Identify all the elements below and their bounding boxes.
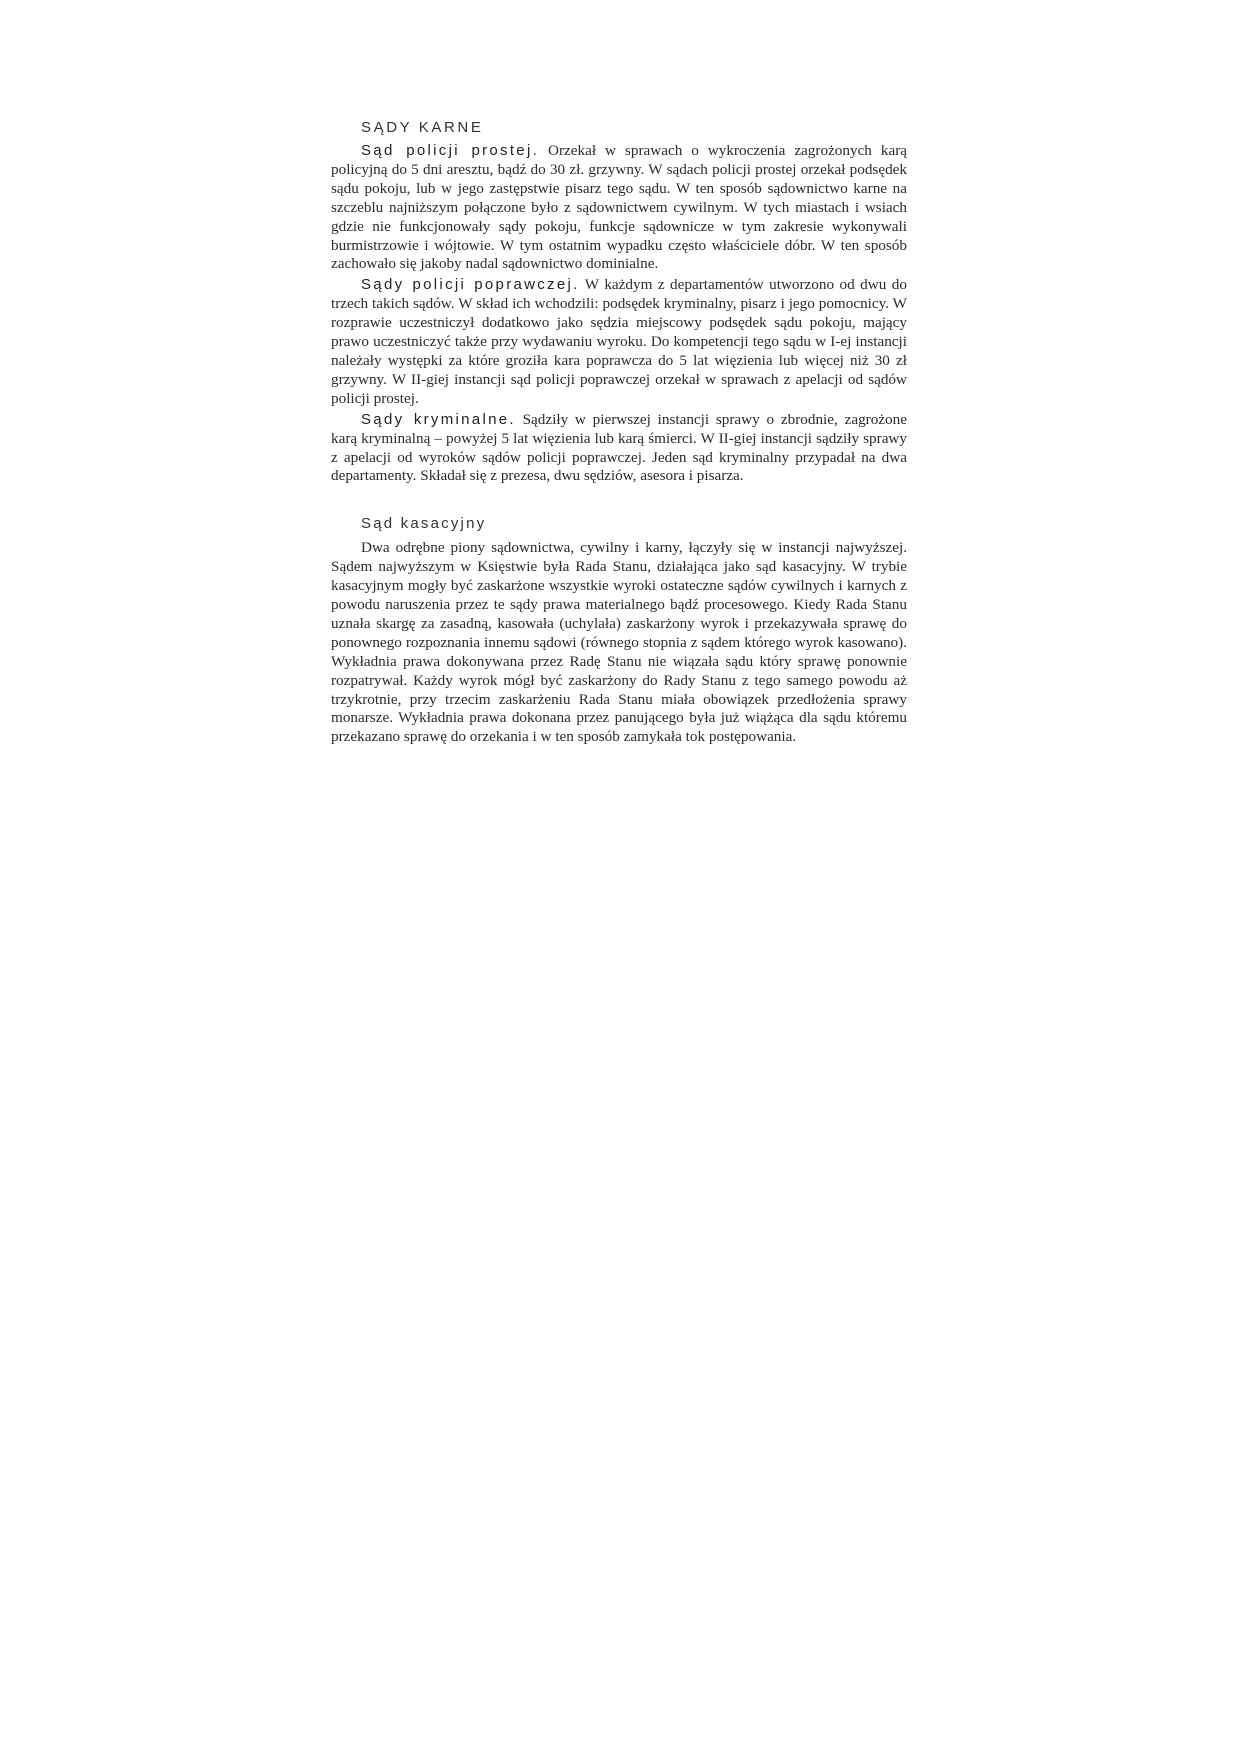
paragraph-body: Sądziły w pierwszej instancji sprawy o zbrodnie, zagrożone karą kryminalną – powyżej 5 lat więzienia lub karą śmierci. W II-giej instancji sądziły sprawy z apelacji od wyroków sądów policji poprawczej. Jeden sąd kryminalny przypadał na dwa departamenty. Składał się z prezesa, dwu sędziów, asesora i pisarza. — [331, 410, 907, 485]
paragraph-lead: Sąd policji prostej. — [361, 142, 540, 159]
paragraph-body: Orzekał w sprawach o wykroczenia zagrożonych karą policyjną do 5 dni aresztu, bądź do 30 zł. grzywny. W sądach policji prostej orzekał podsędek sądu pokoju, lub w jego zastępstwie pisarz tego sądu. W ten sposób sądownictwo karne na szczeblu najniższym połączone było z sądownictwem cywilnym. W tych miastach i wsiach gdzie nie funkcjonowały sądy pokoju, funkcje sądownicze w tym zakresie wykonywali burmistrzowie i wójtowie. W tym ostatnim wypadku często właściciele dóbr. W ten sposób zachowało się jakoby nadal sądownictwo dominialne. — [331, 142, 907, 273]
paragraph-lead: Sądy policji poprawczej. — [361, 276, 580, 294]
paragraph-lead: Sądy kryminalne. — [361, 410, 516, 428]
paragraph-sady-kryminalne — [331, 411, 907, 487]
document-text — [331, 118, 907, 749]
section2-title: Sąd kasacyjny — [361, 515, 487, 533]
section-title: SĄDY KARNE — [361, 119, 484, 136]
paragraph-sad-kasacyjny: Dwa odrębne piony sądownictwa, cywilny i karny, łączyły się w instancji najwyższej. Sądem najwyższym w Księstwie była Rada Stanu, działająca jako sąd kasacyjny. W trybie kasacyjnym mogły być zaskarżone wszystkie wyroki ostateczne sądów cywilnych i karnych z powodu naruszenia przez te sądy prawa materialnego bądź procesowego. Kiedy Rada Stanu uznała skargę za zasadną, kasowała (uchylała) zaskarżony wyrok i przekazywała sprawę do ponownego rozpoznania innemu sądowi (równego stopnia z sądem którego wyrok kasowano). Wykładnia prawa dokonywana przez Radę Stanu nie wiązała sądu który sprawę ponownie rozpatrywał. Każdy wyrok mógł być zaskarżony do Rady Stanu z tego samego powodu aż trzykrotnie, przy trzecim zaskarżeniu Rada Stanu miała obowiązek przedłożenia sprawy monarsze. Wykładnia prawa dokonana przez panującego była już wiążąca dla sądu któremu przekazano sprawę do orzekania i w ten sposób zamykała tok postępowania. — [331, 539, 907, 746]
paragraph-body: W każdym z departamentów utworzono od dwu do trzech takich sądów. W skład ich wchodzili: podsędek kryminalny, pisarz i jego pomocnicy. W rozprawie uczestniczył dodatkowo jako sędzia miejscowy podsędek sądu pokoju, mający prawo uczestniczyć także przy wydawaniu wyroku. Do kompetencji tego sądu w I-ej instancji należały występki za które groziła kara poprawcza do 5 lat więzienia lub więcej niż 30 zł grzywny. W II-giej instancji sąd policji poprawczej orzekał w sprawach z apelacji od sądów policji prostej. — [331, 276, 907, 407]
paragraph-sady-policji-poprawczej — [331, 276, 907, 408]
paragraph-sad-policji-prostej — [331, 142, 907, 274]
